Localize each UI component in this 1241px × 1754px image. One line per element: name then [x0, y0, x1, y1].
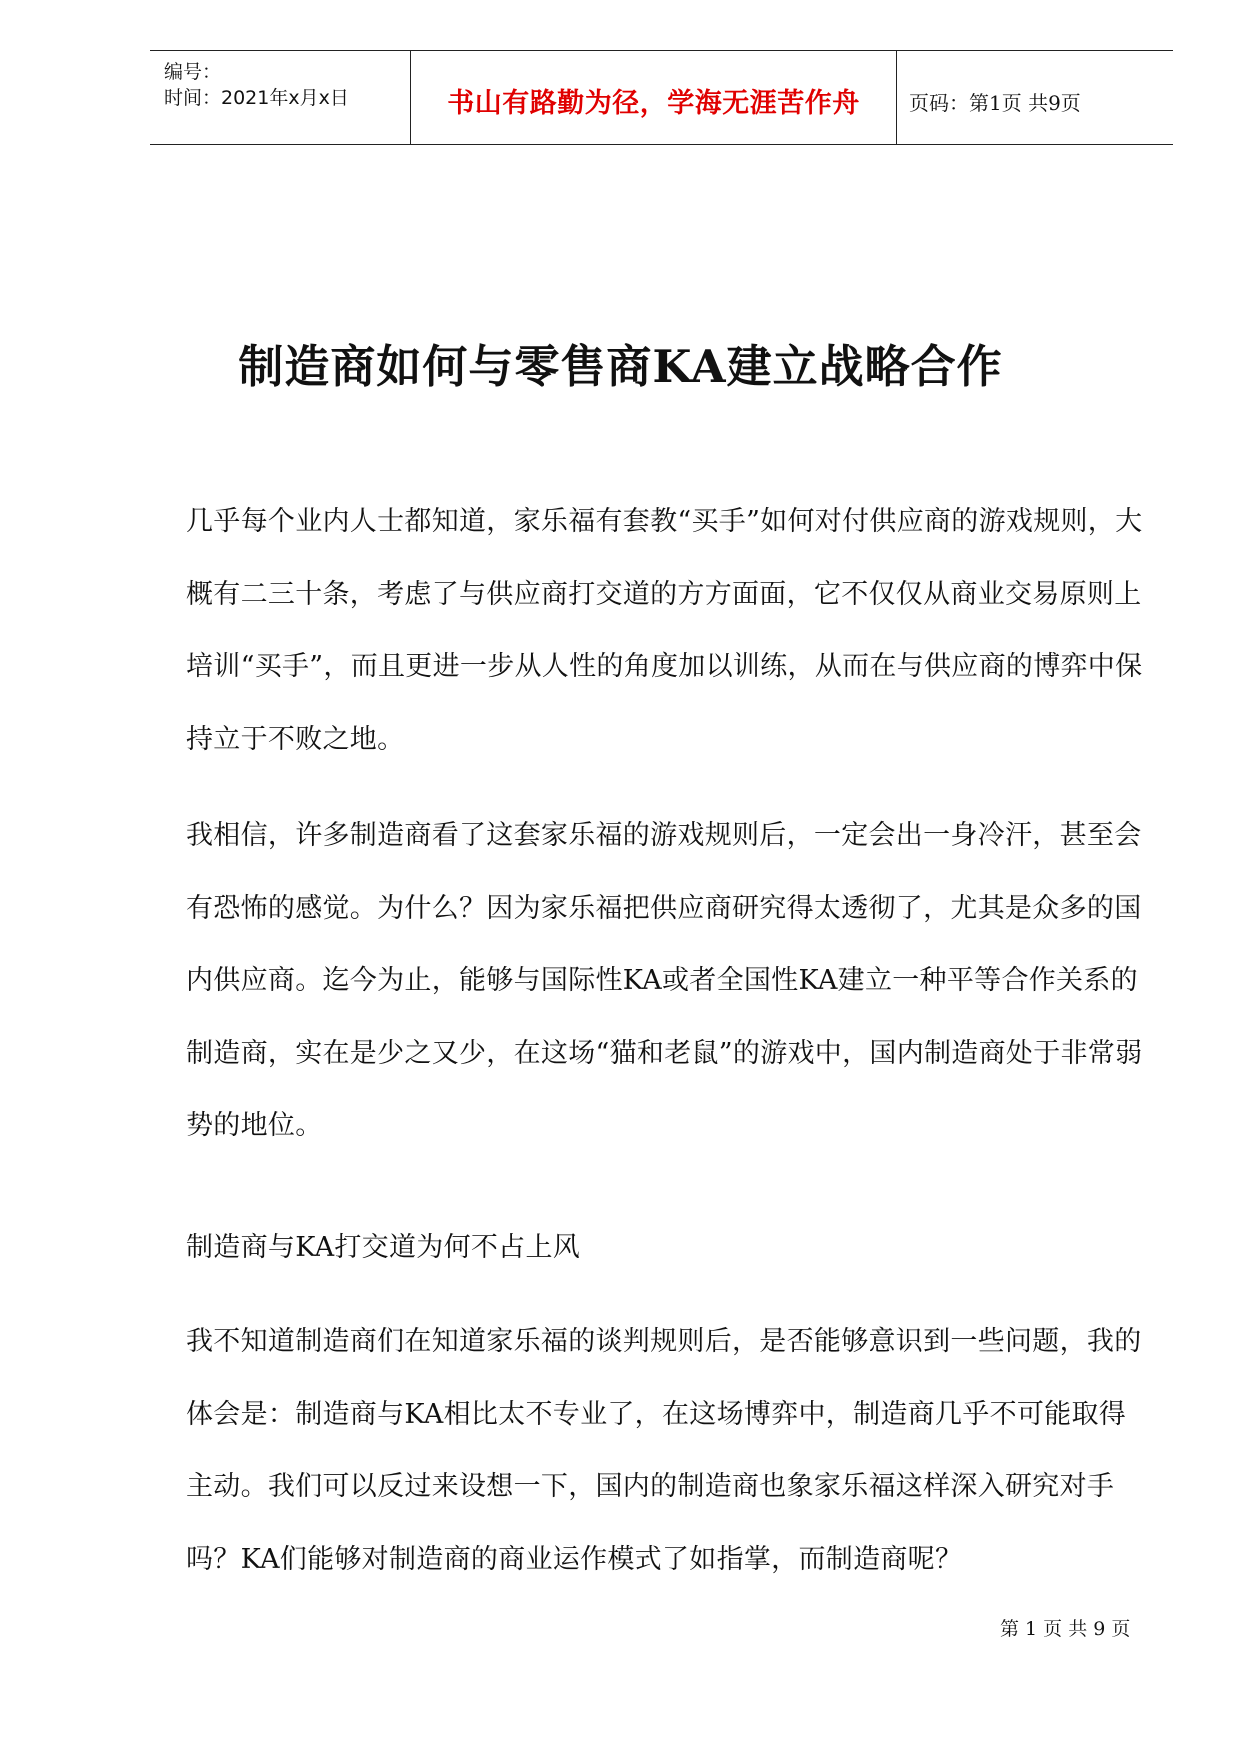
section-subheading: 制造商与KA打交道为何不占上风 [186, 1232, 581, 1263]
header-page-cell [897, 51, 1173, 144]
document-title: 制造商如何与零售商KA建立战略合作 [238, 340, 1003, 393]
body-paragraph-2: 我相信，许多制造商看了这套家乐福的游戏规则后，一定会出一身冷汗，甚至会有恐怖的感觉。为什么？因为家乐福把供应商研究得太透彻了，尤其是众多的国内供应商。迄今为止，能够与国际性KA或者全国性KA建立一种平等合作关系的制造商，实在是少之又少，在这场“猫和老鼠”的游戏中，国内制造商处于非常弱势的地位。 [186, 820, 1143, 1141]
body-paragraph-3: 我不知道制造商们在知道家乐福的谈判规则后，是否能够意识到一些问题，我的体会是：制造商与KA相比太不专业了，在这场博弈中，制造商几乎不可能取得主动。我们可以反过来设想一下，国内的制造商也象家乐福这样深入研究对手吗？KA们能够对制造商的商业运作模式了如指掌，而制造商呢？ [186, 1326, 1142, 1575]
page-footer: 第 1 页 共 9 页 [1000, 1618, 1131, 1640]
header-motto: 书山有路勤为径，学海无涯苦作舟 [447, 88, 860, 119]
document-header [150, 50, 1173, 145]
header-info-cell [150, 51, 411, 144]
header-page-number: 页码：第1页 共9页 [909, 91, 1081, 115]
body-paragraph-1: 几乎每个业内人士都知道，家乐福有套教“买手”如何对付供应商的游戏规则，大概有二三十条，考虑了与供应商打交道的方方面面，它不仅仅从商业交易原则上培训“买手”，而且更进一步从人性的角度加以训练，从而在与供应商的博弈中保持立于不败之地。 [186, 506, 1143, 755]
document-time-label: 时间：2021年x月x日 [164, 87, 349, 109]
document-number-label: 编号： [164, 61, 222, 83]
header-motto-cell [411, 51, 897, 144]
